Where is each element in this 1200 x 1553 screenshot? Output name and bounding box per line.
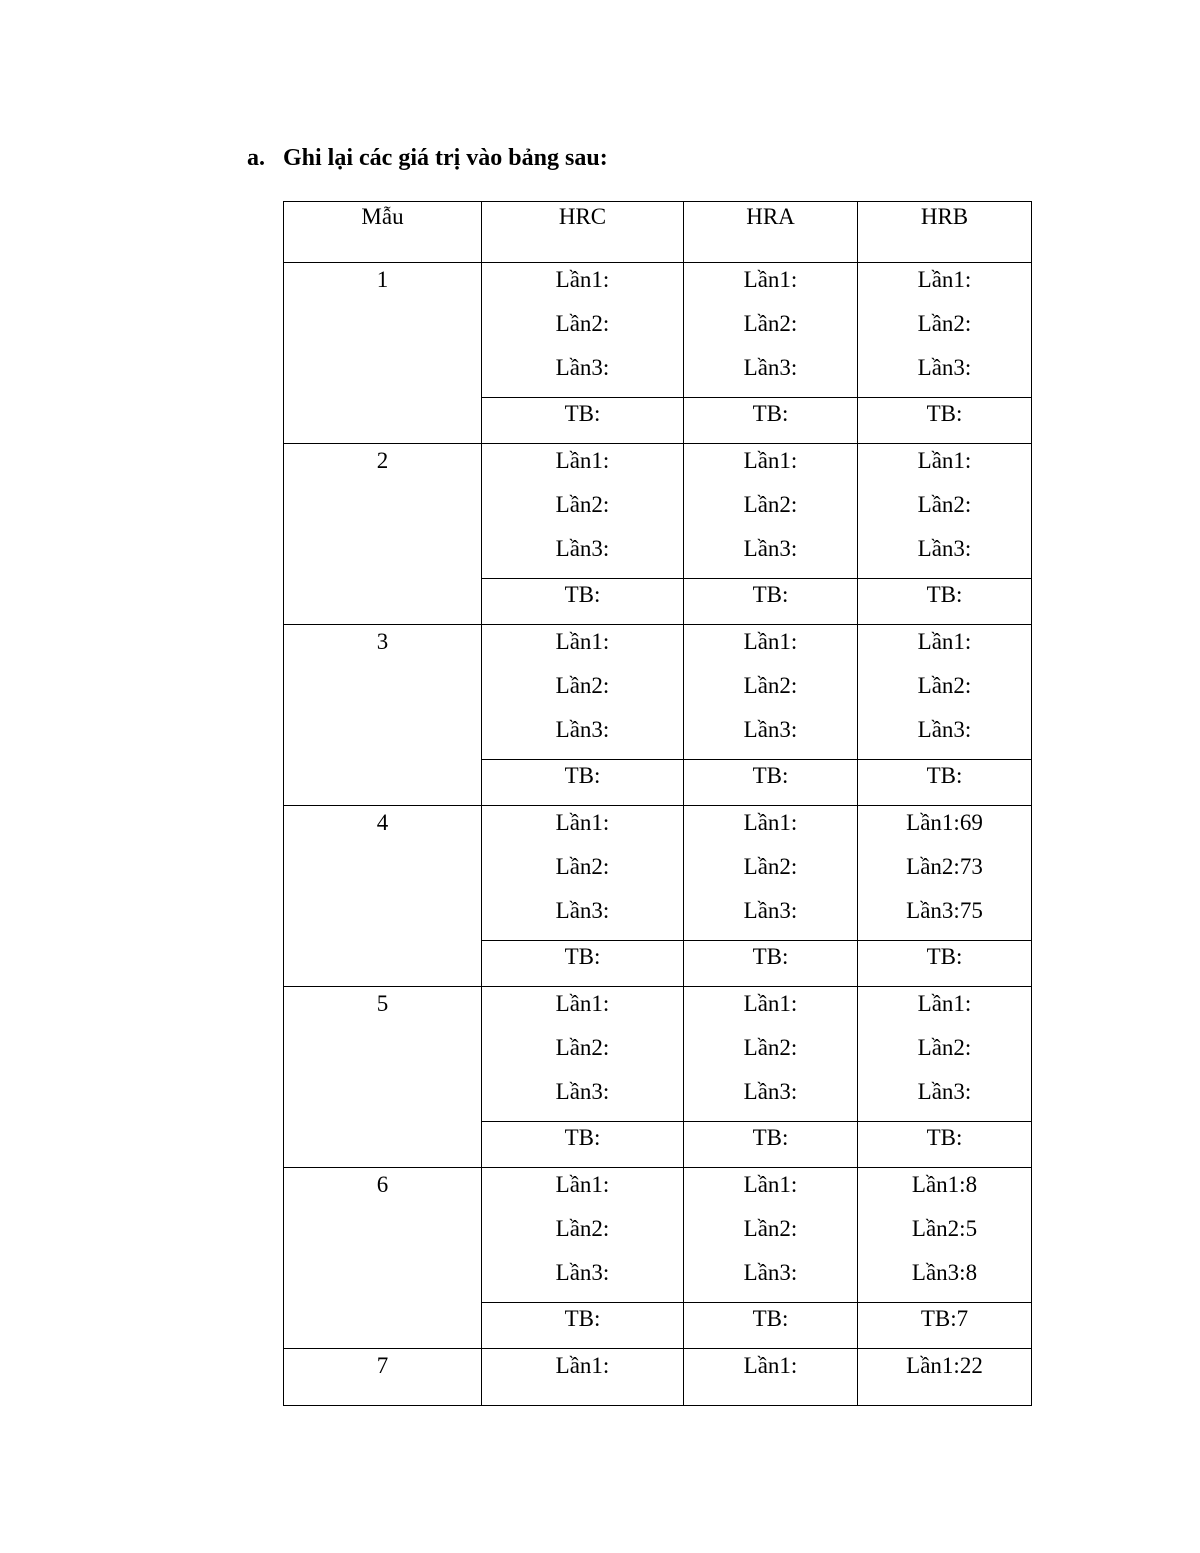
sample-measure-row — [284, 806, 1032, 941]
sample-id-cell: 2 — [284, 444, 482, 625]
hra-reading-2: Lần2: — [743, 1035, 798, 1060]
hrb-reading-1: Lần1:22 — [858, 1349, 1032, 1406]
sample-id-cell: 3 — [284, 625, 482, 806]
hra-reading-3: Lần3: — [743, 355, 798, 380]
section-heading — [247, 142, 608, 174]
hrb-reading-1: Lần1:69 — [906, 810, 983, 835]
header-mau: Mẫu — [284, 202, 482, 263]
hrb-reading-3: Lần3: — [917, 536, 972, 561]
hra-readings-cell — [684, 263, 858, 398]
hra-average-cell: TB: — [684, 1122, 858, 1168]
hrb-reading-2: Lần2:73 — [906, 854, 983, 879]
hra-average-cell: TB: — [684, 398, 858, 444]
hra-reading-1: Lần1: — [743, 629, 798, 654]
hra-reading-3: Lần3: — [743, 898, 798, 923]
hrc-readings-cell — [482, 625, 684, 760]
hra-reading-1: Lần1: — [743, 267, 798, 292]
sample-measure-row — [284, 1168, 1032, 1303]
hrb-reading-1: Lần1: — [917, 267, 972, 292]
hrb-average-cell: TB: — [858, 398, 1032, 444]
hra-reading-3: Lần3: — [743, 536, 798, 561]
hrc-reading-3: Lần3: — [555, 1260, 610, 1285]
hra-reading-1: Lần1: — [743, 448, 798, 473]
hrb-reading-2: Lần2: — [917, 1035, 972, 1060]
hra-readings-cell — [684, 625, 858, 760]
hrb-reading-2: Lần2: — [917, 492, 972, 517]
header-hra: HRA — [684, 202, 858, 263]
hrc-reading-2: Lần2: — [555, 492, 610, 517]
hrb-reading-3: Lần3:75 — [906, 898, 983, 923]
hrc-reading-3: Lần3: — [555, 1079, 610, 1104]
hrc-reading-2: Lần2: — [555, 854, 610, 879]
hrc-reading-1: Lần1: — [555, 1172, 610, 1197]
hra-reading-2: Lần2: — [743, 1216, 798, 1241]
hrb-average-cell: TB: — [858, 941, 1032, 987]
sample-id-cell: 7 — [284, 1349, 482, 1406]
hrb-reading-3: Lần3: — [917, 355, 972, 380]
hra-reading-1: Lần1: — [743, 810, 798, 835]
hra-readings-cell — [684, 1168, 858, 1303]
hrc-readings-cell — [482, 444, 684, 579]
hrc-average-cell: TB: — [482, 579, 684, 625]
hrc-reading-1: Lần1: — [555, 629, 610, 654]
hrb-reading-3: Lần3: — [917, 1079, 972, 1104]
hra-average-cell: TB: — [684, 579, 858, 625]
hrb-readings-cell — [858, 806, 1032, 941]
hrc-reading-3: Lần3: — [555, 898, 610, 923]
partial-sample-row — [284, 1349, 1032, 1406]
hrc-average-cell: TB: — [482, 760, 684, 806]
hra-readings-cell — [684, 987, 858, 1122]
sample-measure-row — [284, 625, 1032, 760]
hrb-reading-1: Lần1: — [917, 991, 972, 1016]
table-body — [284, 202, 1032, 1406]
hrb-average-cell: TB: — [858, 760, 1032, 806]
hra-average-cell: TB: — [684, 760, 858, 806]
hrc-reading-1: Lần1: — [555, 267, 610, 292]
hrc-average-cell: TB: — [482, 941, 684, 987]
sample-measure-row — [284, 987, 1032, 1122]
hrc-reading-2: Lần2: — [555, 1216, 610, 1241]
hrb-reading-2: Lần2: — [917, 673, 972, 698]
hrb-readings-cell — [858, 625, 1032, 760]
hrb-readings-cell — [858, 444, 1032, 579]
hrc-readings-cell — [482, 987, 684, 1122]
sample-measure-row — [284, 444, 1032, 579]
hrb-reading-2: Lần2:5 — [911, 1216, 978, 1241]
hrb-average-cell: TB: — [858, 1122, 1032, 1168]
hardness-table — [283, 201, 1032, 1406]
hrb-reading-1: Lần1:8 — [911, 1172, 978, 1197]
hrc-readings-cell — [482, 806, 684, 941]
hrc-readings-cell — [482, 263, 684, 398]
sample-id-cell: 6 — [284, 1168, 482, 1349]
hra-reading-2: Lần2: — [743, 854, 798, 879]
hra-reading-2: Lần2: — [743, 492, 798, 517]
hrc-reading-2: Lần2: — [555, 1035, 610, 1060]
list-marker: a. — [247, 145, 265, 171]
sample-measure-row — [284, 263, 1032, 398]
hra-reading-3: Lần3: — [743, 1260, 798, 1285]
hrb-readings-cell — [858, 987, 1032, 1122]
hra-reading-2: Lần2: — [743, 673, 798, 698]
hrc-reading-2: Lần2: — [555, 673, 610, 698]
hra-reading-3: Lần3: — [743, 717, 798, 742]
hra-readings-cell — [684, 806, 858, 941]
hrb-reading-1: Lần1: — [917, 448, 972, 473]
hra-average-cell: TB: — [684, 1303, 858, 1349]
hrb-readings-cell — [858, 263, 1032, 398]
hrb-average-cell: TB: — [858, 579, 1032, 625]
hrc-reading-1: Lần1: — [555, 991, 610, 1016]
hrc-average-cell: TB: — [482, 398, 684, 444]
hrb-average-cell: TB:7 — [858, 1303, 1032, 1349]
hrb-reading-3: Lần3: — [917, 717, 972, 742]
hra-readings-cell — [684, 444, 858, 579]
sample-id-cell: 1 — [284, 263, 482, 444]
hrc-average-cell: TB: — [482, 1122, 684, 1168]
hrc-reading-3: Lần3: — [555, 355, 610, 380]
hrc-reading-2: Lần2: — [555, 311, 610, 336]
hra-reading-2: Lần2: — [743, 311, 798, 336]
hrb-reading-3: Lần3:8 — [911, 1260, 978, 1285]
hrc-reading-1: Lần1: — [555, 448, 610, 473]
header-hrc: HRC — [482, 202, 684, 263]
hra-reading-3: Lần3: — [743, 1079, 798, 1104]
header-hrb: HRB — [858, 202, 1032, 263]
table-header-row — [284, 202, 1032, 263]
hrc-reading-3: Lần3: — [555, 717, 610, 742]
hrb-reading-1: Lần1: — [917, 629, 972, 654]
sample-id-cell: 4 — [284, 806, 482, 987]
hrc-reading-1: Lần1: — [482, 1349, 684, 1406]
hra-reading-1: Lần1: — [743, 1172, 798, 1197]
hrc-average-cell: TB: — [482, 1303, 684, 1349]
heading-text: Ghi lại các giá trị vào bảng sau: — [283, 145, 608, 171]
hrc-reading-1: Lần1: — [555, 810, 610, 835]
hra-reading-1: Lần1: — [684, 1349, 858, 1406]
hrc-readings-cell — [482, 1168, 684, 1303]
sample-id-cell: 5 — [284, 987, 482, 1168]
hra-average-cell: TB: — [684, 941, 858, 987]
hrb-readings-cell — [858, 1168, 1032, 1303]
hrb-reading-2: Lần2: — [917, 311, 972, 336]
hrc-reading-3: Lần3: — [555, 536, 610, 561]
hra-reading-1: Lần1: — [743, 991, 798, 1016]
